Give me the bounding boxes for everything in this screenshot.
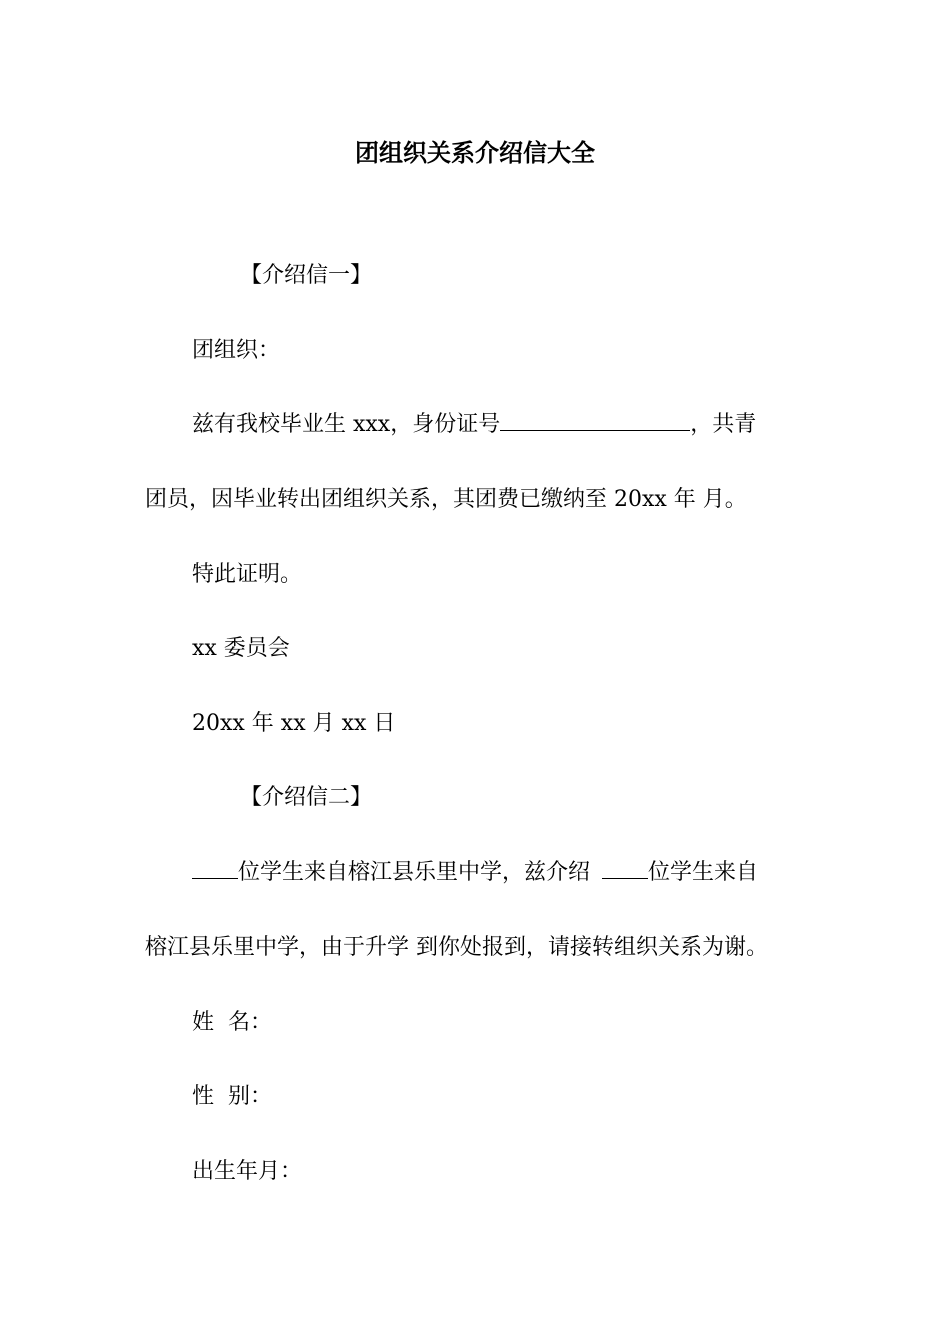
field-gender: 性 别： xyxy=(192,1084,272,1109)
letter1-heading: 【介绍信一】 xyxy=(240,263,373,288)
letter2-body-part2: 位学生来自 xyxy=(648,860,759,885)
letter1-date: 20xx 年 xx 月 xx 日 xyxy=(192,711,396,736)
letter2-body-line2: 榕江县乐里中学，由于升学 到你处报到，请接转组织关系为谢。 xyxy=(145,935,768,960)
letter2-body-part1: 位学生来自榕江县乐里中学，兹介绍 xyxy=(238,860,591,885)
student-count-blank-2 xyxy=(602,858,648,879)
letter1-body-part2: ，共青 xyxy=(690,412,757,437)
letter1-body-part1: 兹有我校毕业生 xxx，身份证号 xyxy=(192,412,501,437)
student-count-blank-1 xyxy=(192,858,238,879)
field-name: 姓 名： xyxy=(192,1010,272,1035)
letter1-body-line2: 团员，因毕业转出团组织关系，其团费已缴纳至 20xx 年 月。 xyxy=(145,487,747,512)
letter1-salutation: 团组织： xyxy=(192,338,281,363)
field-birth: 出生年月： xyxy=(192,1159,303,1184)
id-number-blank xyxy=(500,410,690,431)
letter1-signer: xx 委员会 xyxy=(192,636,290,661)
document-title: 团组织关系介绍信大全 xyxy=(355,138,595,167)
letter1-body-line1 xyxy=(192,410,756,440)
letter1-closing: 特此证明。 xyxy=(192,562,303,587)
letter2-body-line1 xyxy=(192,858,758,888)
letter2-heading: 【介绍信二】 xyxy=(240,785,373,810)
